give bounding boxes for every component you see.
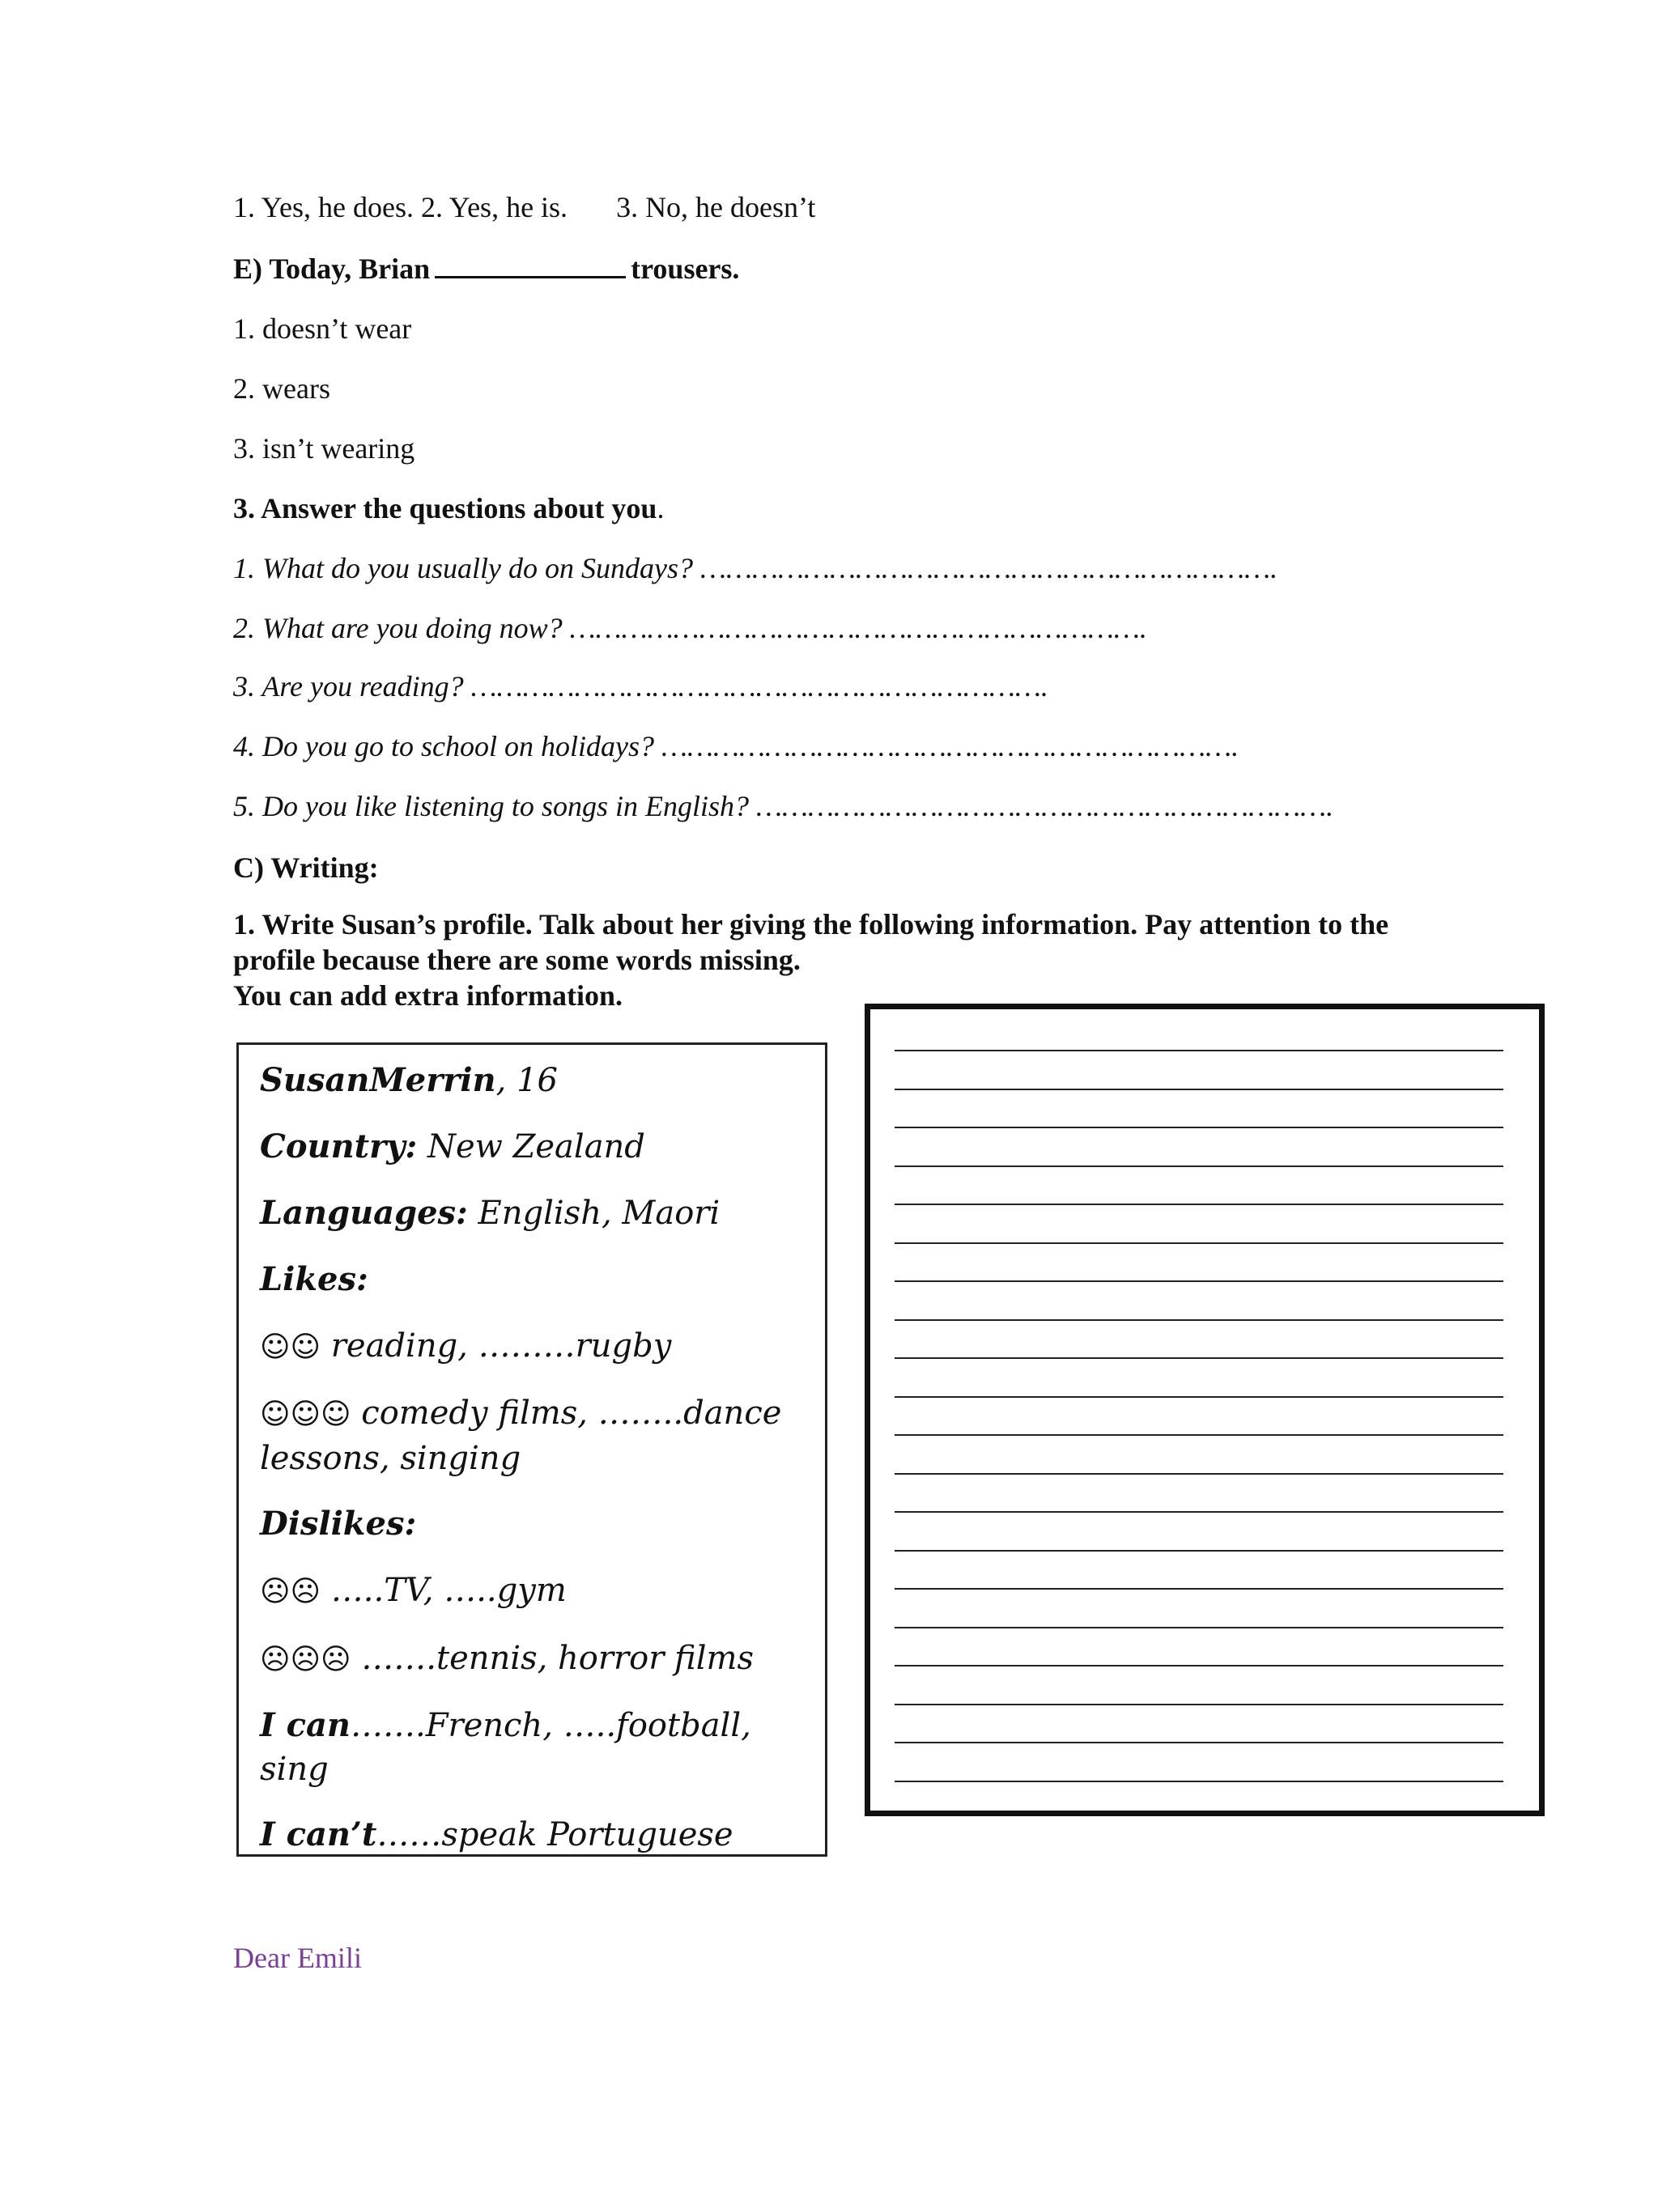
writing-rule-line	[895, 1511, 1503, 1513]
profile-likes-row	[260, 1257, 806, 1302]
profile-country-row	[260, 1124, 806, 1170]
smiley-icon: ☺☺☺	[260, 1398, 351, 1431]
profile-likes-3-row	[260, 1391, 806, 1480]
frown-icon: ☹☹	[260, 1575, 321, 1608]
writing-rule-line	[895, 1742, 1503, 1743]
letter-greeting: Dear Emili	[233, 1942, 362, 1974]
writing-rule-line	[895, 1280, 1503, 1282]
profile-dislikes-3-row	[260, 1636, 806, 1683]
profile-cant-label: I can’t	[260, 1815, 377, 1853]
question-3: 3. Are you reading? ………………………………………………………….	[233, 670, 1048, 703]
profile-likes-2: reading, ………rugby	[321, 1327, 672, 1365]
option-e-2: 2. wears	[233, 372, 330, 405]
writing-task-line-1: 1. Write Susan’s profile. Talk about her giving the following information. Pay attention to the	[233, 908, 1389, 940]
writing-rule-line	[895, 1396, 1503, 1398]
writing-rule-line	[895, 1204, 1503, 1205]
profile-name-row	[260, 1058, 806, 1103]
frown-icon: ☹☹☹	[260, 1643, 351, 1676]
writing-rule-line	[895, 1127, 1503, 1128]
question-5: 5. Do you like listening to songs in English? ………………………………………………………….	[233, 790, 1334, 822]
profile-likes-3: comedy films, ……..dance lessons, singing	[260, 1395, 782, 1477]
writing-rule-line	[895, 1588, 1503, 1590]
profile-can-row	[260, 1704, 806, 1791]
profile-dislikes-label: Dislikes:	[260, 1505, 417, 1543]
answer-option-3: 3. No, he doesn’t	[616, 191, 816, 223]
writing-task-line-2: profile because there are some words missing.	[233, 944, 801, 976]
question-1: 1. What do you usually do on Sundays? ………………………………………………………….	[233, 552, 1278, 584]
section-3-title-end: .	[657, 492, 665, 524]
profile-likes-2-row	[260, 1323, 806, 1370]
section-3-title	[233, 490, 664, 526]
profile-cant-value: ……speak Portuguese	[376, 1816, 733, 1853]
profile-dislikes-row	[260, 1501, 806, 1547]
answer-option-1: 1. Yes, he does.	[233, 191, 414, 223]
option-e-1: 1. doesn’t wear	[233, 312, 412, 345]
question-e-suffix: trousers.	[631, 253, 740, 285]
writing-rule-line	[895, 1242, 1503, 1244]
writing-rule-line	[895, 1704, 1503, 1705]
profile-name: SusanMerrin	[260, 1061, 496, 1099]
question-2: 2. What are you doing now? ………………………………………………………….	[233, 612, 1147, 644]
profile-languages-value: English, Maori	[467, 1195, 721, 1232]
answer-option-2: 2. Yes, he is.	[421, 191, 568, 223]
profile-age: , 16	[495, 1062, 558, 1099]
writing-rule-line	[895, 1627, 1503, 1628]
writing-rule-line	[895, 1781, 1503, 1782]
question-4: 4. Do you go to school on holidays? ………………………………………………………….	[233, 730, 1239, 762]
writing-rule-line	[895, 1434, 1503, 1436]
profile-languages-label: Languages:	[260, 1194, 468, 1232]
question-e-prefix: E) Today, Brian	[233, 253, 431, 285]
profile-cant-row	[260, 1812, 806, 1857]
answer-blank[interactable]	[435, 252, 626, 278]
profile-likes-label: Likes:	[260, 1260, 368, 1298]
profile-can-value: …….French, …..football, sing	[260, 1707, 751, 1788]
writing-rule-line	[895, 1357, 1503, 1359]
writing-rule-line	[895, 1473, 1503, 1475]
profile-dislikes-2: …..TV, …..gym	[321, 1572, 567, 1609]
writing-heading: C) Writing:	[233, 851, 379, 884]
profile-dislikes-3: …….tennis, horror films	[351, 1640, 754, 1677]
profile-can-label: I can	[260, 1706, 351, 1744]
writing-rule-line	[895, 1050, 1503, 1051]
question-e	[233, 251, 739, 287]
profile-country-value: New Zealand	[417, 1128, 645, 1165]
answer-options-d	[233, 189, 815, 225]
section-3-title-text: 3. Answer the questions about you	[233, 492, 657, 524]
profile-country-label: Country:	[260, 1127, 418, 1165]
smiley-icon: ☺☺	[260, 1331, 321, 1364]
writing-task	[233, 906, 1496, 1013]
writing-rule-line	[895, 1165, 1503, 1167]
writing-answer-box[interactable]	[865, 1004, 1545, 1816]
profile-dislikes-2-row	[260, 1568, 806, 1615]
option-e-3: 3. isn’t wearing	[233, 432, 415, 465]
profile-languages-row	[260, 1191, 806, 1236]
writing-rule-line	[895, 1665, 1503, 1666]
profile-card	[236, 1042, 827, 1857]
writing-rule-line	[895, 1089, 1503, 1090]
writing-rule-line	[895, 1550, 1503, 1552]
writing-rule-line	[895, 1319, 1503, 1321]
writing-task-line-3: You can add extra information.	[233, 979, 623, 1012]
